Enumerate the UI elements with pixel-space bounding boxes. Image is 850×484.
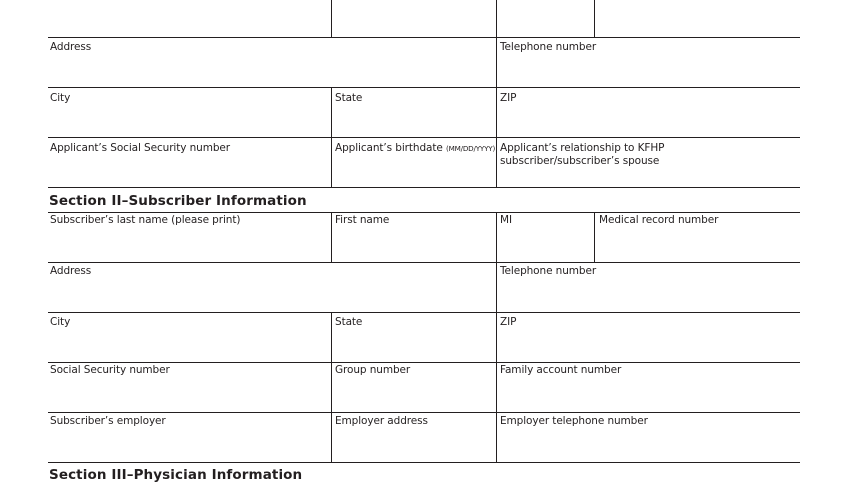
mrn-label: Medical record number	[599, 214, 719, 226]
employer-phone-label: Employer telephone number	[500, 415, 648, 427]
family-account-field[interactable]	[497, 363, 800, 412]
employer-label: Subscriber’s employer	[50, 415, 166, 427]
subscriber-first-name-field[interactable]	[332, 213, 496, 262]
subscriber-address-field[interactable]	[48, 263, 496, 312]
family-account-label: Family account number	[500, 364, 622, 376]
divider	[331, 213, 332, 262]
subscriber-mi-field[interactable]	[497, 213, 594, 262]
subscriber-city-field[interactable]	[48, 313, 331, 362]
employer-field[interactable]	[48, 413, 331, 462]
applicant-mrn-field[interactable]	[595, 0, 800, 37]
divider	[496, 313, 497, 362]
state-label: State	[335, 92, 363, 104]
applicant-address-field[interactable]	[48, 38, 496, 87]
subscriber-state-field[interactable]	[332, 313, 496, 362]
group-number-field[interactable]	[332, 363, 496, 412]
telephone-label: Telephone number	[500, 41, 597, 53]
subscriber-mrn-field[interactable]	[595, 213, 800, 262]
applicant-ssn-field[interactable]	[48, 138, 331, 187]
zip-label: ZIP	[500, 92, 517, 104]
divider	[331, 413, 332, 462]
divider	[48, 187, 800, 188]
divider	[594, 213, 595, 262]
applicant-last-name-field[interactable]	[48, 0, 331, 37]
employer-address-field[interactable]	[332, 413, 496, 462]
subscriber-ssn-field[interactable]	[48, 363, 331, 412]
divider	[496, 263, 497, 312]
telephone-label: Telephone number	[500, 265, 597, 277]
divider	[496, 363, 497, 412]
address-label: Address	[50, 41, 92, 53]
applicant-state-field[interactable]	[332, 88, 496, 137]
applicant-mi-field[interactable]	[497, 0, 594, 37]
subscriber-last-name-field[interactable]	[48, 213, 331, 262]
divider	[331, 0, 332, 37]
mi-label: MI	[500, 214, 512, 226]
employer-address-label: Employer address	[335, 415, 428, 427]
divider	[496, 0, 497, 37]
divider	[331, 363, 332, 412]
applicant-birthdate-field[interactable]	[332, 138, 496, 187]
group-number-label: Group number	[335, 364, 411, 376]
ssn-label: Social Security number	[50, 364, 170, 376]
applicant-city-field[interactable]	[48, 88, 331, 137]
section-3-title: Section III–Physician Information	[49, 467, 303, 483]
zip-label: ZIP	[500, 316, 517, 328]
city-label: City	[50, 92, 71, 104]
applicant-ssn-label: Applicant’s Social Security number	[50, 142, 230, 154]
address-label: Address	[50, 265, 92, 277]
subscriber-telephone-field[interactable]	[497, 263, 800, 312]
city-label: City	[50, 316, 71, 328]
birthdate-text: Applicant’s birthdate	[335, 142, 443, 154]
birthdate-format: (MM/DD/YYYY)	[445, 144, 496, 153]
applicant-first-name-field[interactable]	[332, 0, 496, 37]
first-name-label: First name	[335, 214, 390, 226]
divider	[496, 413, 497, 462]
applicant-telephone-field[interactable]	[497, 38, 800, 87]
employer-phone-field[interactable]	[497, 413, 800, 462]
divider	[331, 138, 332, 187]
divider	[331, 313, 332, 362]
divider	[331, 88, 332, 137]
state-label: State	[335, 316, 363, 328]
divider	[496, 88, 497, 137]
divider	[496, 38, 497, 87]
applicant-relationship-label: Applicant’s relationship to KFHP subscriber/subscriber’s spouse	[500, 142, 665, 167]
applicant-zip-field[interactable]	[497, 88, 800, 137]
divider	[48, 462, 800, 463]
divider	[496, 138, 497, 187]
divider	[594, 0, 595, 37]
divider	[496, 213, 497, 262]
section-2-title: Section II–Subscriber Information	[49, 193, 307, 209]
applicant-relationship-field[interactable]	[497, 138, 800, 187]
subscriber-last-name-label: Subscriber’s last name (please print)	[50, 214, 241, 226]
subscriber-zip-field[interactable]	[497, 313, 800, 362]
